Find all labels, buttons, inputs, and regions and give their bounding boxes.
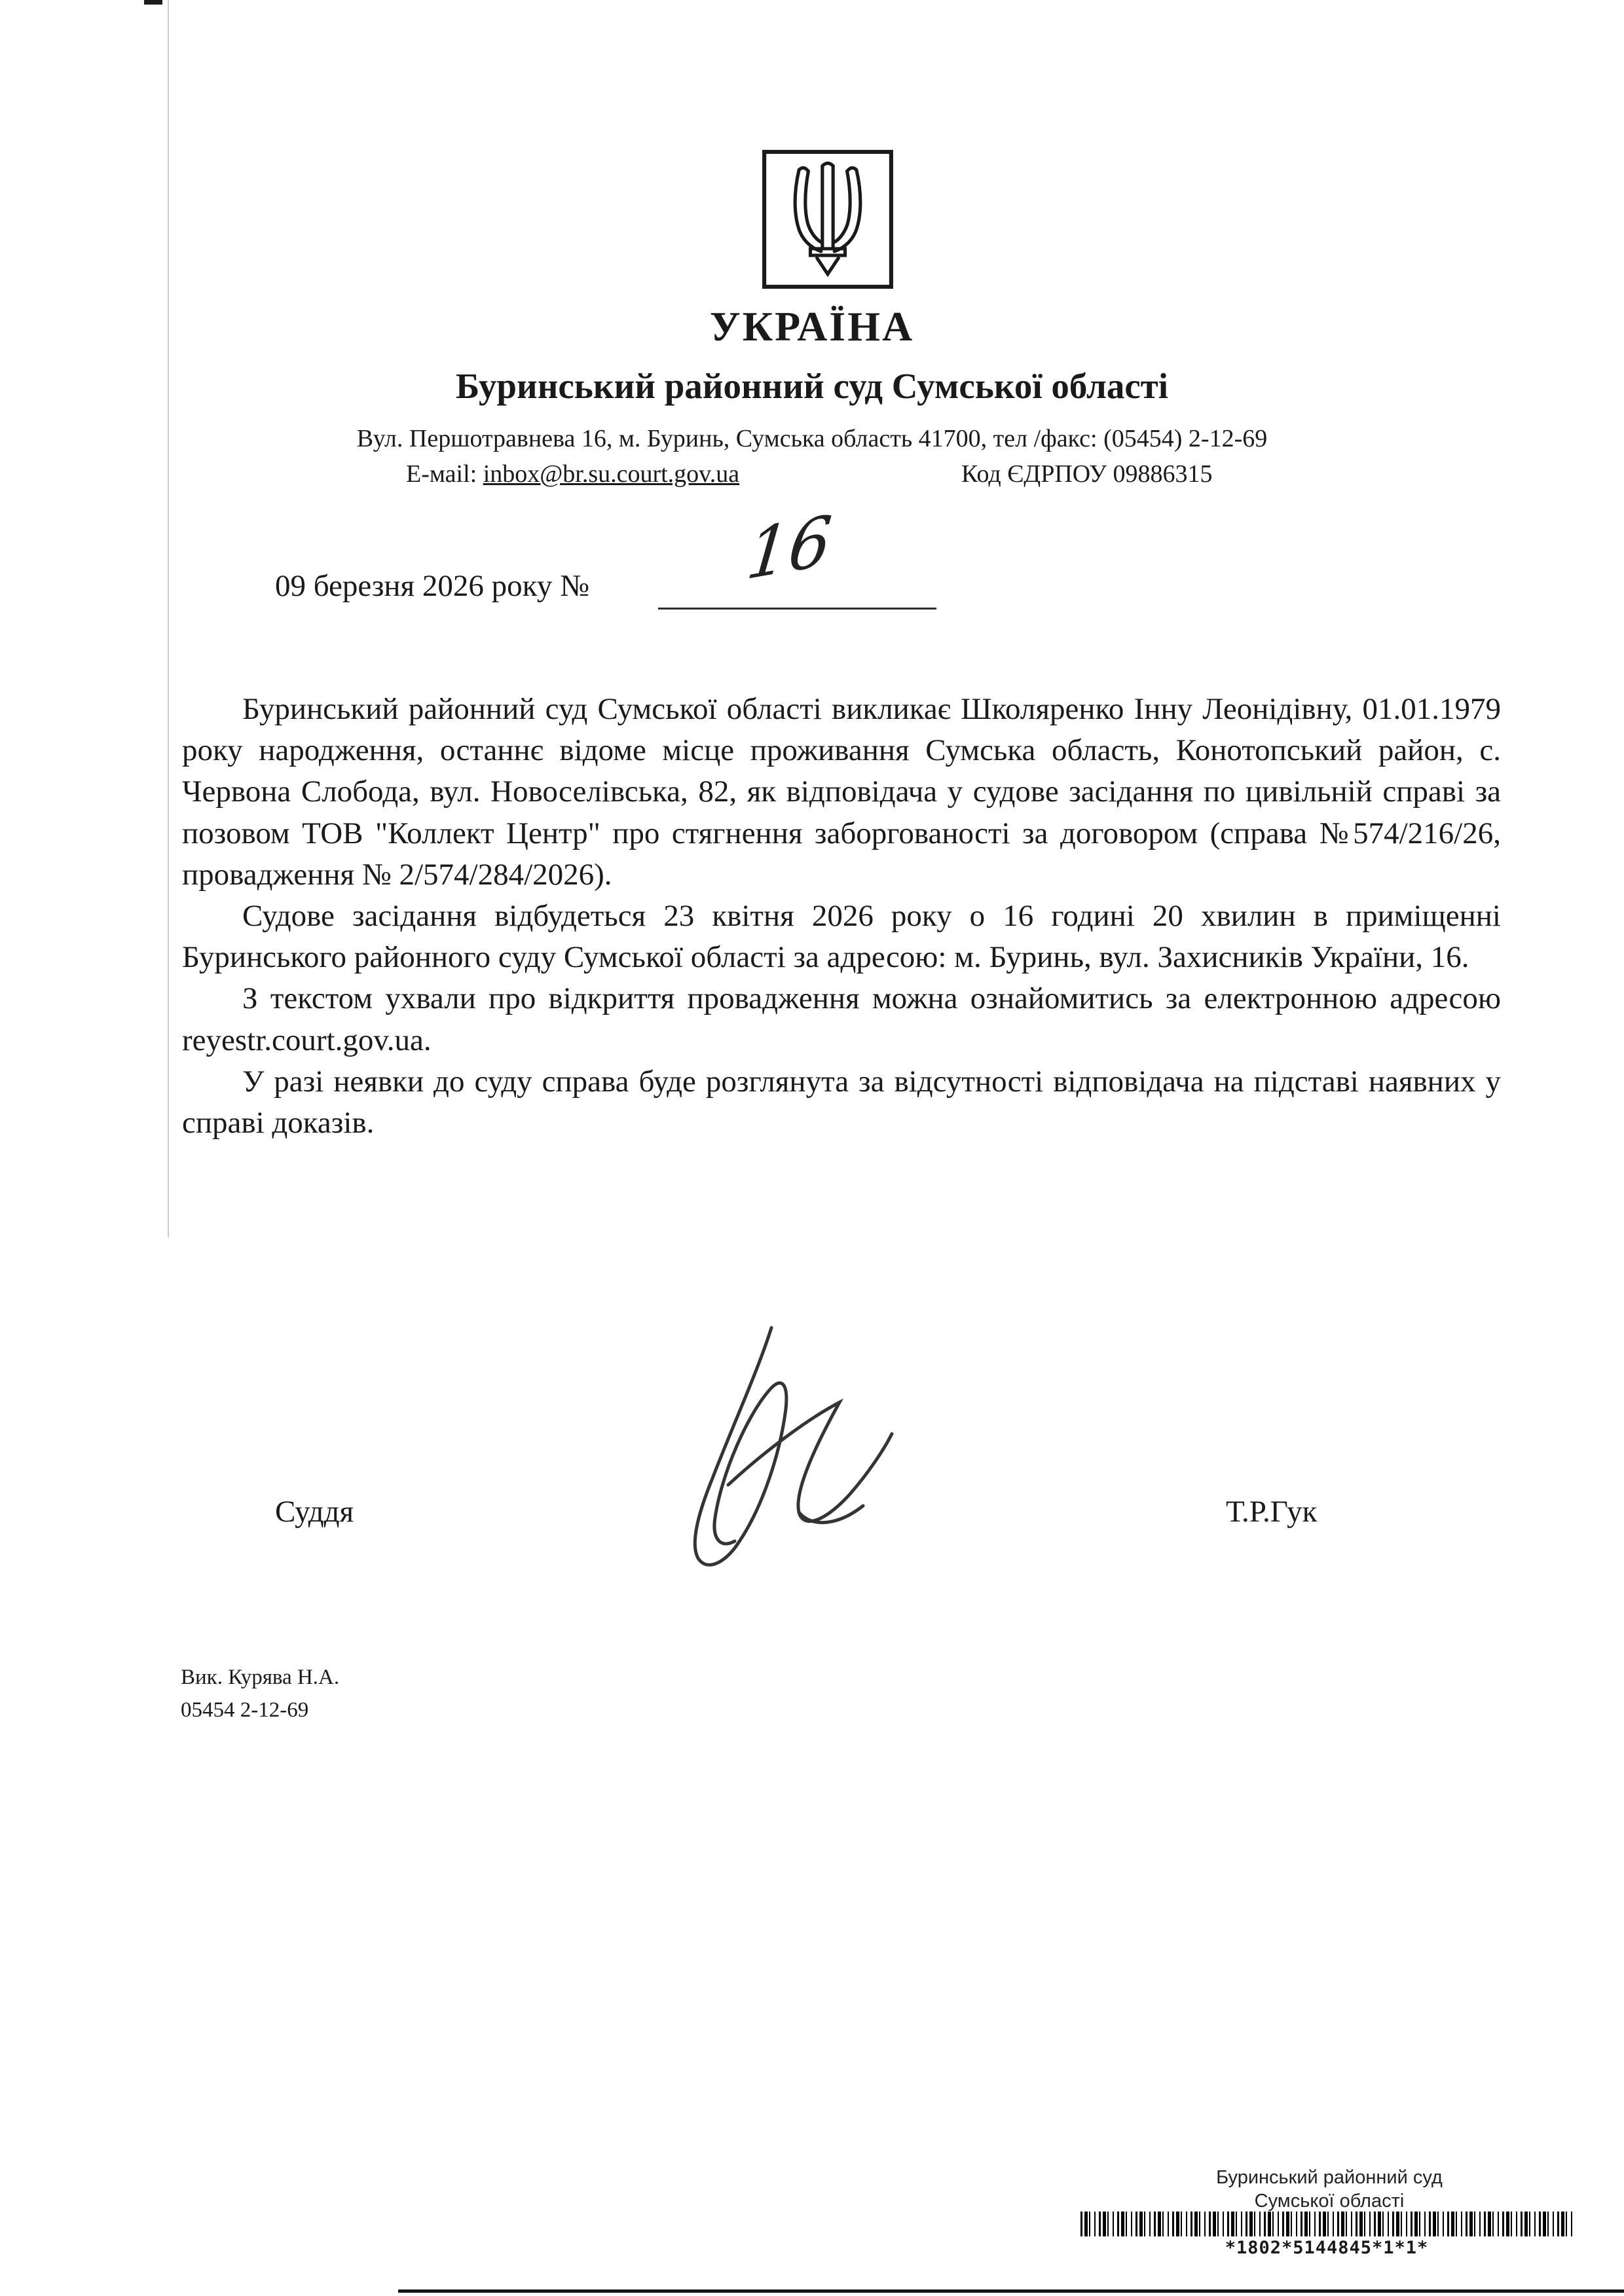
judge-name: Т.Р.Гук [1226, 1495, 1318, 1529]
barcode [1080, 2212, 1573, 2236]
scan-artifact-vertical-line [168, 0, 169, 1237]
date-line: 09 березня 2026 року № [275, 569, 589, 603]
scan-artifact-mark [144, 0, 162, 5]
body-paragraph: У разі неявки до суду справа буде розглянута за відсутності відповідача на підставі наявних у справі доказів. [182, 1064, 1501, 1140]
court-address: Вул. Першотравнева 16, м. Буринь, Сумська область 41700, тел /факс: (05454) 2-12-69 [356, 425, 1268, 452]
doc-number-underline [658, 608, 936, 610]
court-name: Буринський районний суд Сумської області [455, 366, 1169, 406]
barcode-text: *1802*5144845*1*1* [1225, 2238, 1429, 2258]
edrpou-code: Код ЄДРПОУ 09886315 [961, 460, 1213, 488]
stamp-court-name: Буринський районний суд [1216, 2167, 1443, 2188]
executor-name: Вик. Курява Н.А. [181, 1666, 340, 1689]
trident-emblem-icon [761, 148, 895, 291]
body-paragraph: З текстом ухвали про відкриття провадження можна ознайомитись за електронною адресою reyestr.court.gov.ua. [182, 981, 1501, 1057]
registry-stamp [1153, 2166, 1506, 2214]
executor-phone: 05454 2-12-69 [181, 1698, 309, 1722]
judge-signature [602, 1309, 956, 1591]
handwritten-doc-number: 16 [743, 500, 836, 596]
email-label: E-маіl: [406, 460, 477, 488]
stamp-region: Сумської області [1254, 2191, 1405, 2212]
body-paragraph: Судове засідання відбудеться 23 квітня 2026 року о 16 годині 20 хвилин в приміщенні Буринського районного суду Сумської області за адресою: м. Буринь, вул. Захисників України, 16. [182, 899, 1501, 975]
judge-role-label: Суддя [275, 1495, 354, 1529]
scan-artifact-bottom-edge [398, 2289, 1624, 2293]
document-body [182, 689, 1501, 1144]
body-paragraph: Буринський районний суд Сумської області викликає Школяренко Інну Леонідівну, 01.01.1979 року народження, останнє відоме місце проживання Сумська область, Конотопський район, с. Червона Слобода, вул. Новоселівська, 82, як відповідача у судове засідання по цивільній справі за позовом ТОВ "Коллект Центр" про стягнення заборгованості за договором (справа №574/216/26, провадження № 2/574/284/2026). [182, 692, 1501, 892]
country-title: УКРАЇНА [709, 303, 915, 350]
executor-block [181, 1662, 339, 1726]
email-link: inbox@br.su.court.gov.ua [483, 460, 740, 488]
email-row [406, 460, 739, 488]
